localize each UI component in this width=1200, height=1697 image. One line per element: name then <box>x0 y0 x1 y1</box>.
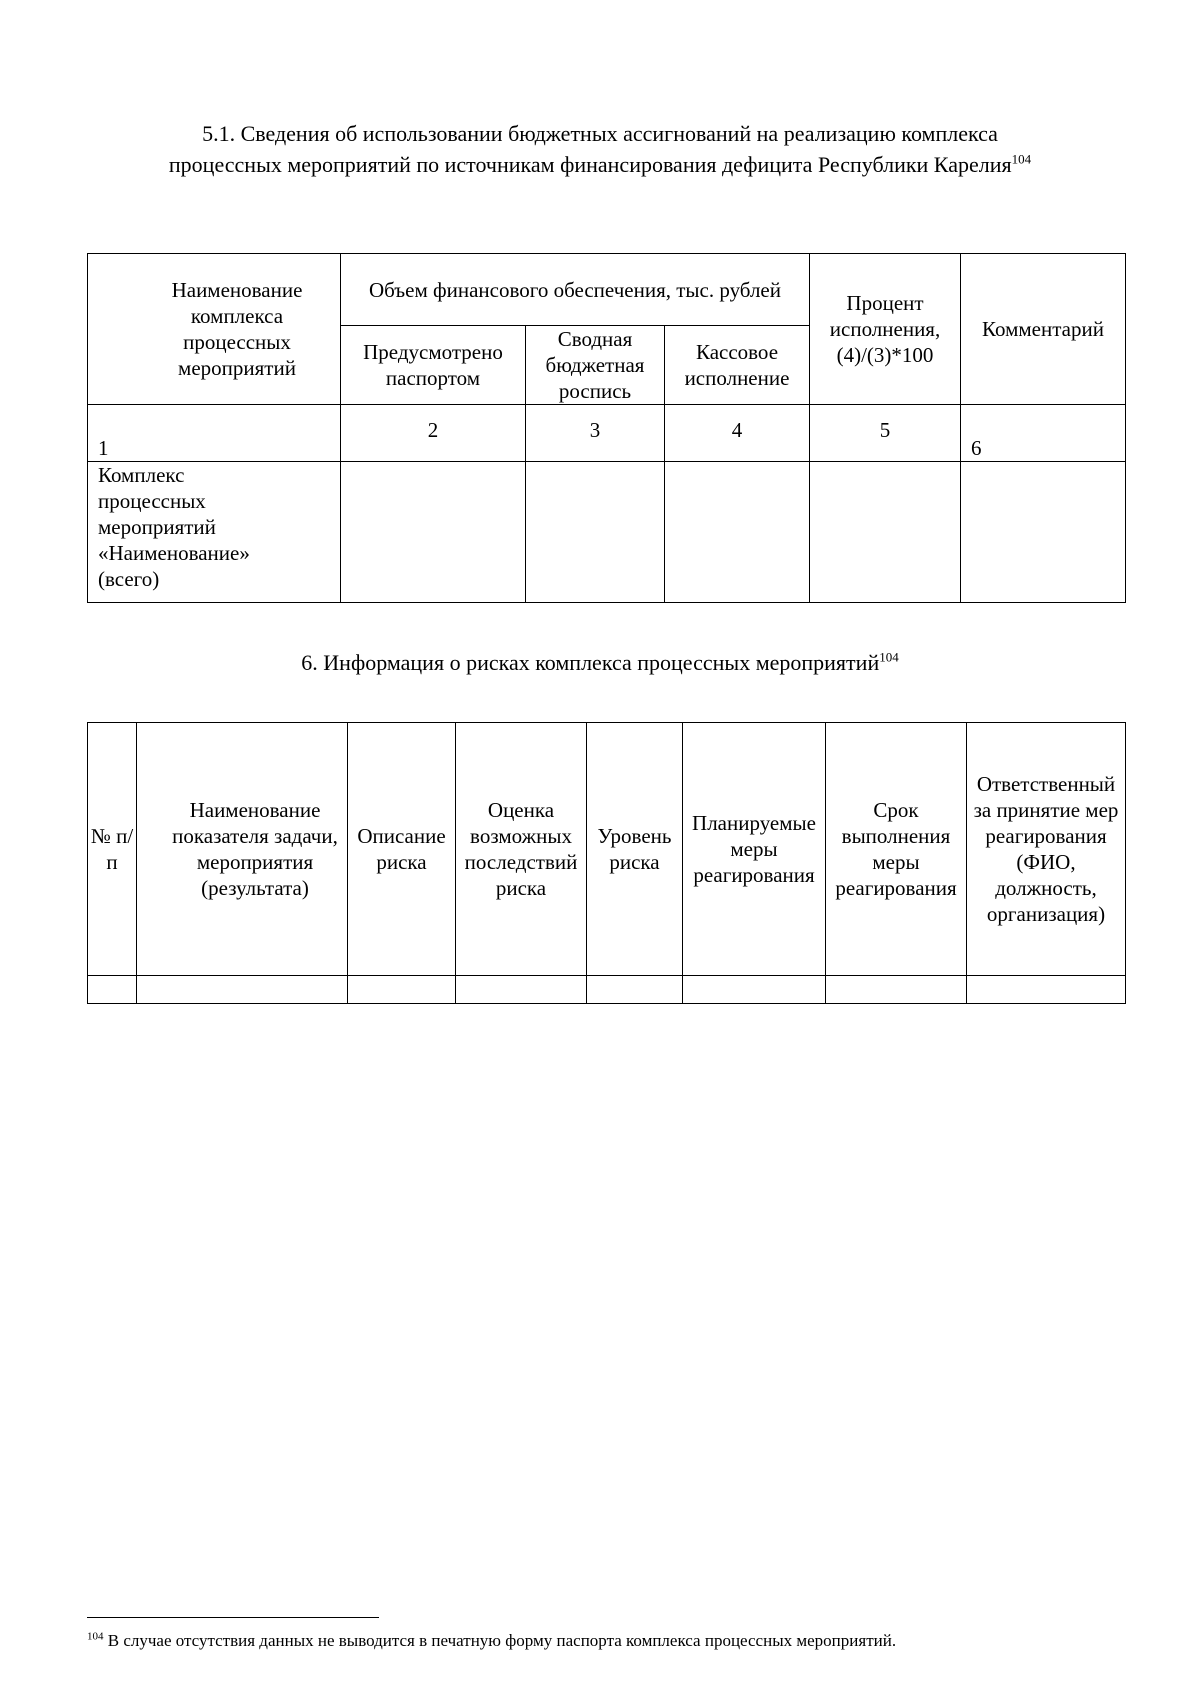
footnote-separator <box>87 1617 379 1618</box>
header-cash-execution: Кассовое исполнение <box>665 326 810 405</box>
table-cell <box>88 976 137 1004</box>
header-responsible: Ответственный за принятие мер реагирования (ФИО, должность, организация) <box>967 723 1126 976</box>
table-cell <box>967 976 1126 1004</box>
table-cell <box>826 976 967 1004</box>
footnote-ref: 104 <box>879 649 899 665</box>
header-consequences-assessment: Оценка возможных последствий риска <box>456 723 587 976</box>
table-cell <box>137 976 348 1004</box>
header-execution-percent: Процент исполнения, (4)/(3)*100 <box>810 254 961 405</box>
header-financial-volume: Объем финансового обеспечения, тыс. рублей <box>341 254 810 326</box>
section-6-title: 6. Информация о рисках комплекса процессных мероприятий$^{104}$ <box>301 649 899 675</box>
section-5-1-title-line1: 5.1. Сведения об использовании бюджетных ассигнований на реализацию комплекса <box>202 121 998 146</box>
header-number: № п/п <box>88 723 137 976</box>
header-comment: Комментарий <box>961 254 1126 405</box>
row-complex-total-label: Комплекс процессных мероприятий «Наименование» (всего) <box>88 462 341 603</box>
column-number-3: 3 <box>526 405 665 462</box>
footnote <box>87 1630 1127 1652</box>
column-number-2: 2 <box>341 405 526 462</box>
table-cell <box>587 976 683 1004</box>
column-number-4: 4 <box>665 405 810 462</box>
header-passport: Предусмотрено паспортом <box>341 326 526 405</box>
column-number-1: 1 <box>88 405 341 462</box>
header-indicator-name: Наименование показателя задачи, мероприятия (результата) <box>137 723 348 976</box>
header-risk-description: Описание риска <box>348 723 456 976</box>
table-cell <box>456 976 587 1004</box>
header-risk-level: Уровень риска <box>587 723 683 976</box>
column-number-5: 5 <box>810 405 961 462</box>
footnote-number: 104 <box>87 1630 104 1643</box>
table-cell <box>810 462 961 603</box>
header-measure-deadline: Срок выполнения меры реагирования <box>826 723 967 976</box>
table-cell <box>683 976 826 1004</box>
table-cell <box>341 462 526 603</box>
header-planned-measures: Планируемые меры реагирования <box>683 723 826 976</box>
footnote-text: В случае отсутствия данных не выводится в печатную форму паспорта комплекса процессных мероприятий. <box>103 1631 897 1650</box>
budget-allocations-table <box>87 253 1126 603</box>
header-complex-name: Наименование комплекса процессных мероприятий <box>88 254 341 405</box>
table-cell <box>348 976 456 1004</box>
footnote-ref: 104 <box>1011 151 1032 167</box>
table-cell <box>961 462 1126 603</box>
section-5-1-title <box>80 118 1120 180</box>
table-cell <box>526 462 665 603</box>
column-number-6: 6 <box>961 405 1126 462</box>
table-cell <box>665 462 810 603</box>
section-5-1-title-line2: процессных мероприятий по источникам финансирования дефицита Республики Карелия$^{104}$ <box>168 151 1032 177</box>
risks-table <box>87 722 1126 1004</box>
header-budget-list: Сводная бюджетная роспись <box>526 326 665 405</box>
